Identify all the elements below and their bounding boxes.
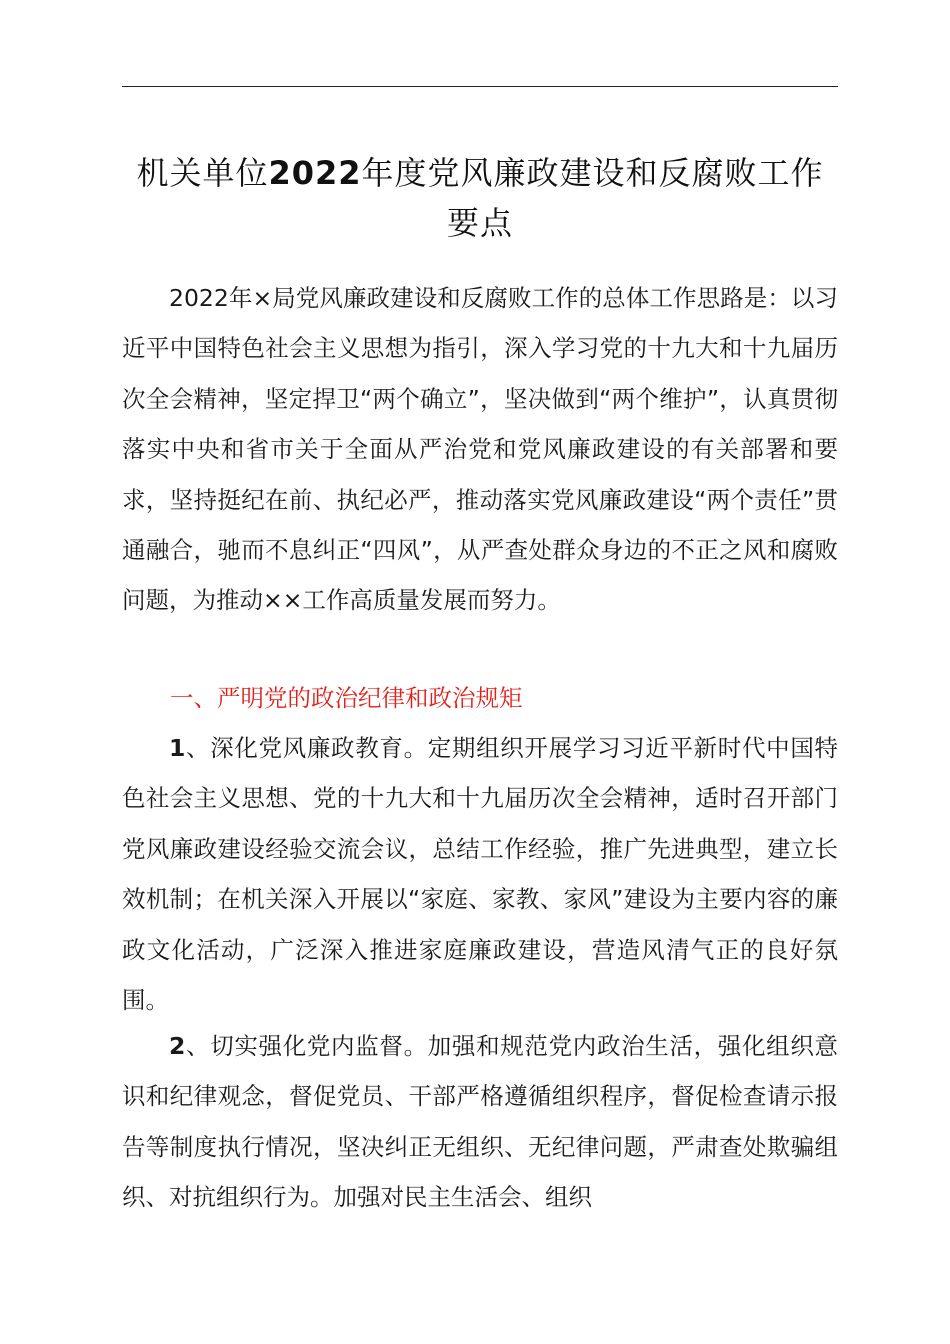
item-paragraph-2 [122,1021,838,1223]
item-number-1: 1 [169,734,186,762]
item-text-1: 、深化党风廉政教育。定期组织开展学习习近平新时代中国特色社会主义思想、党的十九大和十九届历次全会精神，适时召开部门党风廉政建设经验交流会议，总结工作经验，推广先进典型，建立长效机制；在机关深入开展以“家庭、家教、家风”建设为主要内容的廉政文化活动，广泛深入推进家庭廉政建设，营造风清气正的良好氛围。 [122,734,838,1015]
item-number-2: 2 [169,1032,186,1060]
intro-paragraph: 2022年×局党风廉政建设和反腐败工作的总体工作思路是：以习近平中国特色社会主义思想为指引，深入学习党的十九大和十九届历次全会精神，坚定捍卫“两个确立”，坚决做到“两个维护”，认真贯彻落实中央和省市关于全面从严治党和党风廉政建设的有关部署和要求，坚持挺纪在前、执纪必严，推动落实党风廉政建设“两个责任”贯通融合，驰而不息纠正“四风”，从严查处群众身边的不正之风和腐败问题，为推动××工作高质量发展而努力。 [122,284,838,615]
title-suffix: 年度党风廉政建设和反腐败工作要点 [361,154,824,242]
header-rule [122,86,838,87]
title-year: 2022 [268,154,362,192]
section-heading-1: 一、严明党的政治纪律和政治规矩 [170,684,523,712]
title-prefix: 机关单位 [136,154,269,192]
item-paragraph-1 [122,723,838,1025]
item-text-2: 、切实强化党内监督。加强和规范党内政治生活，强化组织意识和纪律观念，督促党员、干部严格遵循组织程序，督促检查请示报告等制度执行情况，坚决纠正无组织、无纪律问题，严肃查处欺骗组织、对抗组织行为。加强对民主生活会、组织 [122,1032,838,1212]
document-title [122,148,838,248]
